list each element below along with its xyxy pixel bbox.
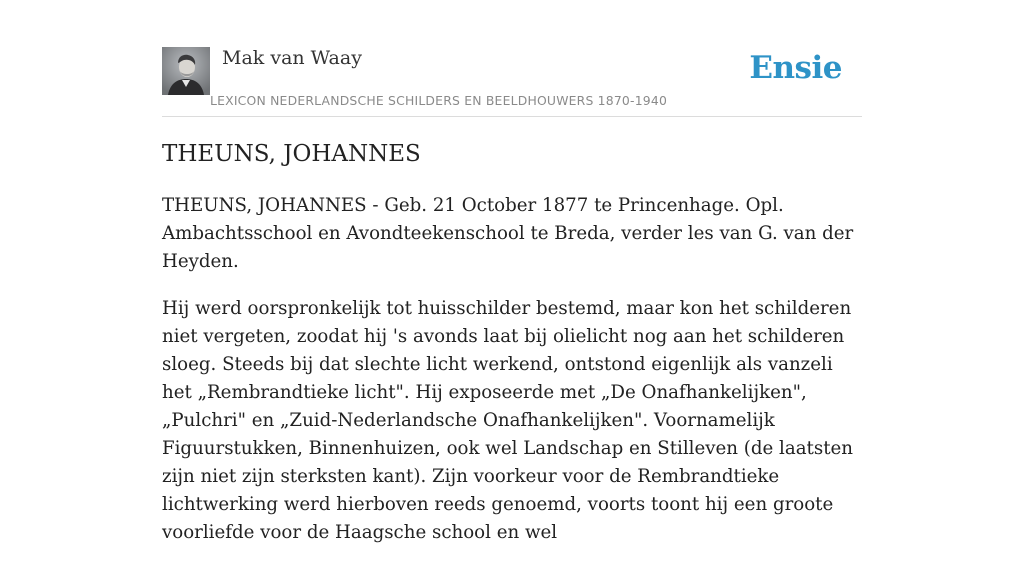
author-name[interactable]: Mak van Waay	[222, 47, 362, 69]
article-body	[162, 192, 864, 566]
portrait-image	[162, 47, 210, 95]
source-link[interactable]: LEXICON NEDERLANDSCHE SCHILDERS EN BEELDHOUWERS 1870-1940	[210, 93, 668, 108]
author-avatar[interactable]	[162, 47, 210, 95]
article-paragraph: THEUNS, JOHANNES - Geb. 21 October 1877 te Princenhage. Opl. Ambachtsschool en Avondteekenschool te Breda, verder les van G. van der Heyden.	[162, 195, 854, 272]
article-paragraph: Hij werd oorspronkelijk tot huisschilder bestemd, maar kon het schilderen niet vergeten, zoodat hij 's avonds laat bij olielicht nog aan het schilderen sloeg. Steeds bij dat slechte licht werkend, ontstond eigenlijk als vanzeli het „Rembrandtieke licht". Hij exposeerde met „De Onafhankelijken", „Pulchri" en „Zuid-Nederlandsche Onafhankelijken". Voornamelijk Figuurstukken, Binnenhuizen, ook wel Landschap en Stilleven (de laatsten zijn niet zijn sterksten kant). Zijn voorkeur voor de Rembrandtieke lichtwerking werd hierboven reeds genoemd, voorts toont hij een groote voorliefde voor de Haagsche school en wel	[162, 298, 853, 543]
article-header	[162, 46, 862, 117]
ensie-logo[interactable]: Ensie	[749, 50, 842, 86]
article-title: THEUNS, JOHANNES	[162, 141, 421, 167]
